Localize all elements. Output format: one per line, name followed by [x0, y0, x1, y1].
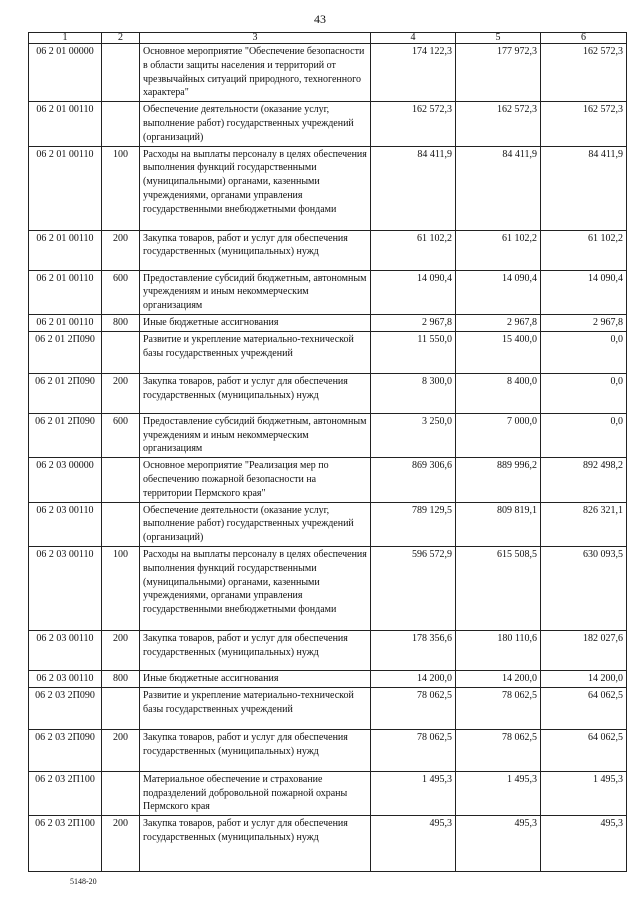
expense-type-cell [102, 102, 140, 146]
kbk-code-cell: 06 2 01 00110 [29, 314, 102, 331]
expense-type-cell: 200 [102, 630, 140, 670]
item-name-cell: Расходы на выплаты персоналу в целях обеспечения выполнения функций государственными (муниципальными) органами, казенными учреждениями, органами управления государственными внебюджетными фондами [140, 546, 371, 630]
amount-col-6-cell: 1 495,3 [541, 771, 627, 815]
expense-type-cell [102, 458, 140, 502]
amount-col-5-cell: 162 572,3 [456, 102, 541, 146]
kbk-code-cell: 06 2 03 00110 [29, 502, 102, 546]
kbk-code-cell: 06 2 01 00110 [29, 146, 102, 230]
amount-col-6-cell: 64 062,5 [541, 687, 627, 729]
kbk-code-cell: 06 2 01 2П090 [29, 331, 102, 373]
amount-col-5-cell: 8 400,0 [456, 373, 541, 413]
item-name-cell: Основное мероприятие "Обеспечение безопасности в области защиты населения и территорий от чрезвычайных ситуаций природного, техногенного характера" [140, 44, 371, 102]
item-name-cell: Закупка товаров, работ и услуг для обеспечения государственных (муниципальных) нужд [140, 816, 371, 872]
kbk-code-cell: 06 2 03 00000 [29, 458, 102, 502]
expense-type-cell [102, 687, 140, 729]
table-row [29, 458, 627, 502]
kbk-code-cell: 06 2 01 2П090 [29, 373, 102, 413]
amount-col-6-cell: 162 572,3 [541, 102, 627, 146]
amount-col-6-cell: 182 027,6 [541, 630, 627, 670]
amount-col-5-cell: 84 411,9 [456, 146, 541, 230]
table-row [29, 816, 627, 872]
table-body [29, 44, 627, 872]
amount-col-4-cell: 8 300,0 [371, 373, 456, 413]
document-code: 5148-20 [70, 877, 97, 886]
amount-col-4-cell: 495,3 [371, 816, 456, 872]
amount-col-5-cell: 809 819,1 [456, 502, 541, 546]
amount-col-5-cell: 78 062,5 [456, 687, 541, 729]
expense-type-cell [102, 771, 140, 815]
table-row [29, 729, 627, 771]
amount-col-6-cell: 2 967,8 [541, 314, 627, 331]
amount-col-5-cell: 889 996,2 [456, 458, 541, 502]
amount-col-5-cell: 61 102,2 [456, 230, 541, 270]
amount-col-5-cell: 2 967,8 [456, 314, 541, 331]
amount-col-4-cell: 789 129,5 [371, 502, 456, 546]
table-row [29, 771, 627, 815]
amount-col-6-cell: 892 498,2 [541, 458, 627, 502]
amount-col-5-cell: 1 495,3 [456, 771, 541, 815]
table-row [29, 314, 627, 331]
amount-col-5-cell: 78 062,5 [456, 729, 541, 771]
amount-col-5-cell: 14 090,4 [456, 270, 541, 314]
header-row [29, 33, 627, 44]
amount-col-6-cell: 84 411,9 [541, 146, 627, 230]
amount-col-5-cell: 495,3 [456, 816, 541, 872]
amount-col-4-cell: 2 967,8 [371, 314, 456, 331]
table-row [29, 146, 627, 230]
kbk-code-cell: 06 2 03 00110 [29, 670, 102, 687]
amount-col-5-cell: 177 972,3 [456, 44, 541, 102]
kbk-code-cell: 06 2 01 00110 [29, 102, 102, 146]
item-name-cell: Закупка товаров, работ и услуг для обеспечения государственных (муниципальных) нужд [140, 230, 371, 270]
item-name-cell: Расходы на выплаты персоналу в целях обеспечения выполнения функций государственными (муниципальными) органами, казенными учреждениями, органами управления государственными внебюджетными фондами [140, 146, 371, 230]
amount-col-6-cell: 0,0 [541, 413, 627, 457]
amount-col-4-cell: 61 102,2 [371, 230, 456, 270]
page-number: 43 [314, 12, 326, 26]
kbk-code-cell: 06 2 01 2П090 [29, 413, 102, 457]
expense-type-cell: 200 [102, 373, 140, 413]
amount-col-6-cell: 14 200,0 [541, 670, 627, 687]
item-name-cell: Материальное обеспечение и страхование подразделений добровольной пожарной охраны Пермского края [140, 771, 371, 815]
kbk-code-cell: 06 2 03 2П100 [29, 771, 102, 815]
amount-col-4-cell: 596 572,9 [371, 546, 456, 630]
header-col-2: 2 [102, 33, 140, 44]
expense-type-cell: 200 [102, 816, 140, 872]
kbk-code-cell: 06 2 01 00000 [29, 44, 102, 102]
table-row [29, 502, 627, 546]
amount-col-6-cell: 64 062,5 [541, 729, 627, 771]
expense-type-cell: 100 [102, 146, 140, 230]
budget-table [28, 32, 627, 872]
amount-col-4-cell: 11 550,0 [371, 331, 456, 373]
item-name-cell: Обеспечение деятельности (оказание услуг, выполнение работ) государственных учреждений (организаций) [140, 502, 371, 546]
amount-col-4-cell: 869 306,6 [371, 458, 456, 502]
table-row [29, 413, 627, 457]
header-col-6: 6 [541, 33, 627, 44]
kbk-code-cell: 06 2 03 2П090 [29, 729, 102, 771]
expense-type-cell: 200 [102, 230, 140, 270]
item-name-cell: Закупка товаров, работ и услуг для обеспечения государственных (муниципальных) нужд [140, 729, 371, 771]
item-name-cell: Иные бюджетные ассигнования [140, 670, 371, 687]
table-row [29, 44, 627, 102]
amount-col-4-cell: 14 200,0 [371, 670, 456, 687]
amount-col-5-cell: 180 110,6 [456, 630, 541, 670]
amount-col-6-cell: 826 321,1 [541, 502, 627, 546]
item-name-cell: Иные бюджетные ассигнования [140, 314, 371, 331]
item-name-cell: Предоставление субсидий бюджетным, автономным учреждениям и иным некоммерческим организациям [140, 413, 371, 457]
table-row [29, 687, 627, 729]
table-row [29, 630, 627, 670]
amount-col-4-cell: 178 356,6 [371, 630, 456, 670]
expense-type-cell: 600 [102, 413, 140, 457]
header-col-5: 5 [456, 33, 541, 44]
header-col-1: 1 [29, 33, 102, 44]
amount-col-5-cell: 14 200,0 [456, 670, 541, 687]
amount-col-4-cell: 78 062,5 [371, 687, 456, 729]
amount-col-6-cell: 162 572,3 [541, 44, 627, 102]
table-row [29, 331, 627, 373]
expense-type-cell: 800 [102, 670, 140, 687]
table-row [29, 270, 627, 314]
expense-type-cell [102, 44, 140, 102]
amount-col-6-cell: 0,0 [541, 373, 627, 413]
item-name-cell: Закупка товаров, работ и услуг для обеспечения государственных (муниципальных) нужд [140, 373, 371, 413]
amount-col-4-cell: 3 250,0 [371, 413, 456, 457]
expense-type-cell: 600 [102, 270, 140, 314]
amount-col-6-cell: 14 090,4 [541, 270, 627, 314]
amount-col-6-cell: 630 093,5 [541, 546, 627, 630]
amount-col-4-cell: 174 122,3 [371, 44, 456, 102]
amount-col-6-cell: 61 102,2 [541, 230, 627, 270]
expense-type-cell: 800 [102, 314, 140, 331]
amount-col-4-cell: 84 411,9 [371, 146, 456, 230]
amount-col-5-cell: 7 000,0 [456, 413, 541, 457]
header-col-3: 3 [140, 33, 371, 44]
kbk-code-cell: 06 2 03 2П090 [29, 687, 102, 729]
table-row [29, 102, 627, 146]
item-name-cell: Развитие и укрепление материально-технической базы государственных учреждений [140, 687, 371, 729]
expense-type-cell [102, 331, 140, 373]
amount-col-6-cell: 495,3 [541, 816, 627, 872]
kbk-code-cell: 06 2 03 00110 [29, 546, 102, 630]
kbk-code-cell: 06 2 03 2П100 [29, 816, 102, 872]
expense-type-cell [102, 502, 140, 546]
table-row [29, 546, 627, 630]
amount-col-4-cell: 14 090,4 [371, 270, 456, 314]
amount-col-4-cell: 78 062,5 [371, 729, 456, 771]
table-row [29, 230, 627, 270]
header-col-4: 4 [371, 33, 456, 44]
kbk-code-cell: 06 2 01 00110 [29, 230, 102, 270]
kbk-code-cell: 06 2 03 00110 [29, 630, 102, 670]
expense-type-cell: 100 [102, 546, 140, 630]
item-name-cell: Основное мероприятие "Реализация мер по обеспечению пожарной безопасности на территории Пермского края" [140, 458, 371, 502]
table-row [29, 373, 627, 413]
item-name-cell: Закупка товаров, работ и услуг для обеспечения государственных (муниципальных) нужд [140, 630, 371, 670]
expense-type-cell: 200 [102, 729, 140, 771]
amount-col-5-cell: 615 508,5 [456, 546, 541, 630]
kbk-code-cell: 06 2 01 00110 [29, 270, 102, 314]
item-name-cell: Предоставление субсидий бюджетным, автономным учреждениям и иным некоммерческим организациям [140, 270, 371, 314]
amount-col-6-cell: 0,0 [541, 331, 627, 373]
item-name-cell: Обеспечение деятельности (оказание услуг, выполнение работ) государственных учреждений (организаций) [140, 102, 371, 146]
amount-col-5-cell: 15 400,0 [456, 331, 541, 373]
amount-col-4-cell: 1 495,3 [371, 771, 456, 815]
item-name-cell: Развитие и укрепление материально-технической базы государственных учреждений [140, 331, 371, 373]
amount-col-4-cell: 162 572,3 [371, 102, 456, 146]
table-row [29, 670, 627, 687]
